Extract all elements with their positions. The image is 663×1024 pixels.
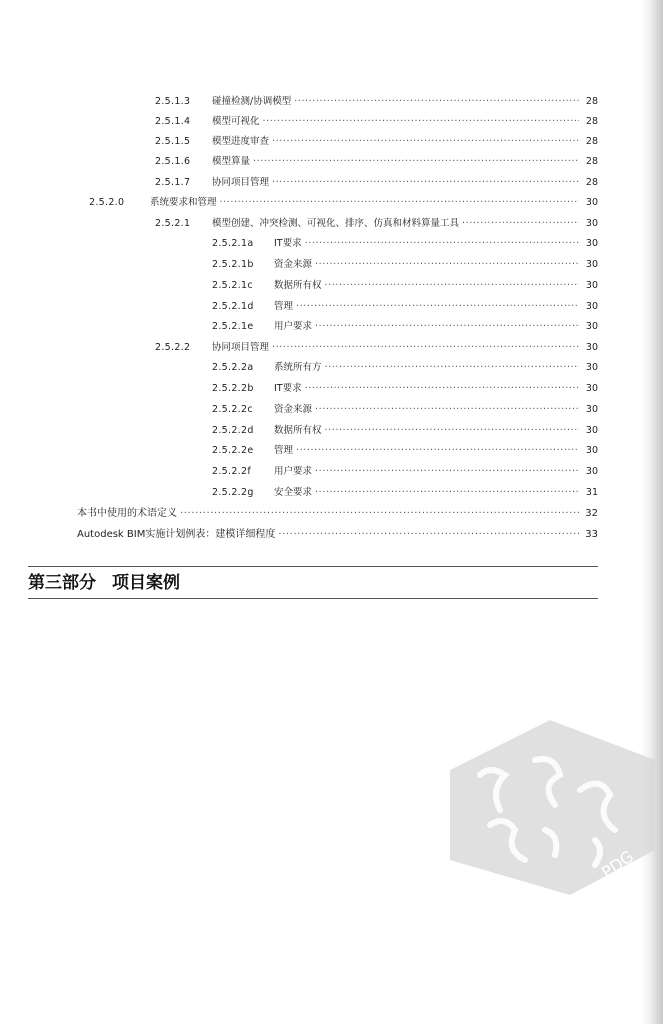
toc-entry[interactable]	[155, 338, 598, 358]
toc-entry-title: 模型算量	[212, 156, 251, 167]
leader-dots	[263, 112, 579, 132]
toc-entry-number: 2.5.2.2c	[212, 404, 253, 415]
toc-entry-title: 模型进度审查	[212, 136, 270, 147]
toc-entry-title: 用户要求	[274, 466, 313, 477]
toc-entry-page: 30	[585, 321, 598, 332]
toc-entry-page: 33	[585, 529, 598, 540]
leader-dots	[253, 152, 579, 172]
toc-entry-page: 30	[585, 238, 598, 249]
toc-entry[interactable]	[212, 234, 598, 254]
toc-entry[interactable]	[155, 173, 598, 193]
leader-dots	[325, 358, 579, 378]
part-title: 项目案例	[112, 573, 180, 593]
leader-dots	[294, 92, 579, 112]
leader-dots	[180, 504, 579, 524]
toc-entry-title: 资金来源	[274, 404, 313, 415]
toc-entry-number: 2.5.2.2g	[212, 487, 254, 498]
toc-entry-title: 系统要求和管理	[150, 197, 217, 208]
part-label: 第三部分	[28, 573, 96, 593]
toc-entry-title: 数据所有权	[274, 425, 322, 436]
toc-entry-number: 2.5.2.2d	[212, 425, 254, 436]
seal-text: PDG	[598, 846, 638, 883]
toc-entry[interactable]	[212, 483, 598, 503]
toc-entry-page: 32	[585, 508, 598, 519]
leader-dots	[220, 193, 579, 213]
toc-entry-page: 28	[585, 177, 598, 188]
toc-entry-number: 2.5.2.2f	[212, 466, 251, 477]
toc-entry[interactable]	[212, 276, 598, 296]
leader-dots	[325, 276, 579, 296]
toc-entry[interactable]	[212, 400, 598, 420]
toc-entry-title: 管理	[274, 301, 294, 312]
toc-entry-number: 2.5.2.1c	[212, 280, 253, 291]
toc-entry-page: 31	[585, 487, 598, 498]
toc-entry-page: 30	[585, 466, 598, 477]
leader-dots	[278, 525, 579, 545]
toc-entry[interactable]	[212, 358, 598, 378]
library-seal-watermark	[430, 700, 660, 900]
toc-entry-page: 30	[585, 218, 598, 229]
toc-entry-title: 用户要求	[274, 321, 313, 332]
toc-entry-number: 2.5.2.2e	[212, 445, 254, 456]
toc-entry-number: 2.5.1.7	[155, 177, 191, 188]
toc-entry-number: 2.5.2.0	[89, 197, 125, 208]
leader-dots	[272, 338, 579, 358]
leader-dots	[272, 173, 579, 193]
leader-dots	[296, 441, 579, 461]
toc-entry-page: 30	[585, 404, 598, 415]
toc-entry-page: 30	[585, 197, 598, 208]
toc-entry-number: 2.5.1.4	[155, 116, 191, 127]
toc-entry-number: 2.5.2.2b	[212, 383, 254, 394]
leader-dots	[325, 421, 579, 441]
toc-entry-title: Autodesk BIM实施计划例表：建模详细程度	[77, 529, 276, 540]
leader-dots	[315, 317, 579, 337]
toc-entry-title: 模型创建、冲突检测、可视化、排序、仿真和材料算量工具	[212, 218, 460, 229]
toc-entry-title: 资金来源	[274, 259, 313, 270]
toc-entry-page: 28	[585, 136, 598, 147]
toc-entry-number: 2.5.2.2a	[212, 362, 254, 373]
toc-entry[interactable]	[212, 317, 598, 337]
toc-entry-page: 30	[585, 301, 598, 312]
toc-entry[interactable]	[212, 255, 598, 275]
toc-entry-number: 2.5.2.1e	[212, 321, 254, 332]
toc-entry[interactable]	[77, 525, 598, 545]
toc-entry[interactable]	[155, 152, 598, 172]
toc-entry[interactable]	[77, 504, 598, 524]
toc-entry-page: 30	[585, 425, 598, 436]
toc-entry-number: 2.5.2.1b	[212, 259, 254, 270]
leader-dots	[462, 214, 579, 234]
toc-entry-title: 协同项目管理	[212, 177, 270, 188]
toc-entry-number: 2.5.2.2	[155, 342, 191, 353]
toc-entry-number: 2.5.1.5	[155, 136, 191, 147]
toc-entry-title: IT要求	[274, 383, 302, 394]
toc-entry[interactable]	[212, 297, 598, 317]
toc-entry-page: 30	[585, 280, 598, 291]
toc-entry[interactable]	[212, 379, 598, 399]
leader-dots	[315, 483, 579, 503]
part-divider-top	[28, 566, 598, 567]
toc-entry-page: 30	[585, 342, 598, 353]
leader-dots	[305, 379, 579, 399]
part-heading[interactable]	[28, 570, 180, 596]
leader-dots	[296, 297, 579, 317]
leader-dots	[315, 400, 579, 420]
toc-entry-page: 30	[585, 383, 598, 394]
leader-dots	[272, 132, 579, 152]
toc-entry-page: 30	[585, 362, 598, 373]
toc-entry[interactable]	[212, 462, 598, 482]
toc-entry-title: 数据所有权	[274, 280, 322, 291]
toc-entry[interactable]	[155, 92, 598, 112]
toc-entry-title: 安全要求	[274, 487, 313, 498]
leader-dots	[315, 255, 579, 275]
toc-entry-number: 2.5.2.1	[155, 218, 191, 229]
toc-entry-title: 碰撞检测/协调模型	[212, 96, 292, 107]
toc-entry-title: 模型可视化	[212, 116, 260, 127]
toc-entry[interactable]	[155, 214, 598, 234]
toc-entry-title: 本书中使用的术语定义	[77, 508, 177, 519]
toc-entry-title: 管理	[274, 445, 294, 456]
toc-entry[interactable]	[89, 193, 598, 213]
toc-entry-title: IT要求	[274, 238, 302, 249]
toc-entry[interactable]	[212, 421, 598, 441]
toc-entry-page: 30	[585, 445, 598, 456]
toc-entry-number: 2.5.2.1d	[212, 301, 254, 312]
toc-entry-number: 2.5.1.3	[155, 96, 191, 107]
toc-entry-number: 2.5.2.1a	[212, 238, 254, 249]
toc-entry[interactable]	[155, 132, 598, 152]
toc-entry[interactable]	[212, 441, 598, 461]
toc-entry-title: 系统所有方	[274, 362, 322, 373]
toc-entry-page: 28	[585, 96, 598, 107]
leader-dots	[305, 234, 579, 254]
leader-dots	[315, 462, 579, 482]
toc-entry-page: 30	[585, 259, 598, 270]
toc-entry-page: 28	[585, 116, 598, 127]
part-divider-bottom	[28, 598, 598, 599]
toc-entry-number: 2.5.1.6	[155, 156, 191, 167]
toc-entry-page: 28	[585, 156, 598, 167]
toc-entry[interactable]	[155, 112, 598, 132]
toc-entry-title: 协同项目管理	[212, 342, 270, 353]
